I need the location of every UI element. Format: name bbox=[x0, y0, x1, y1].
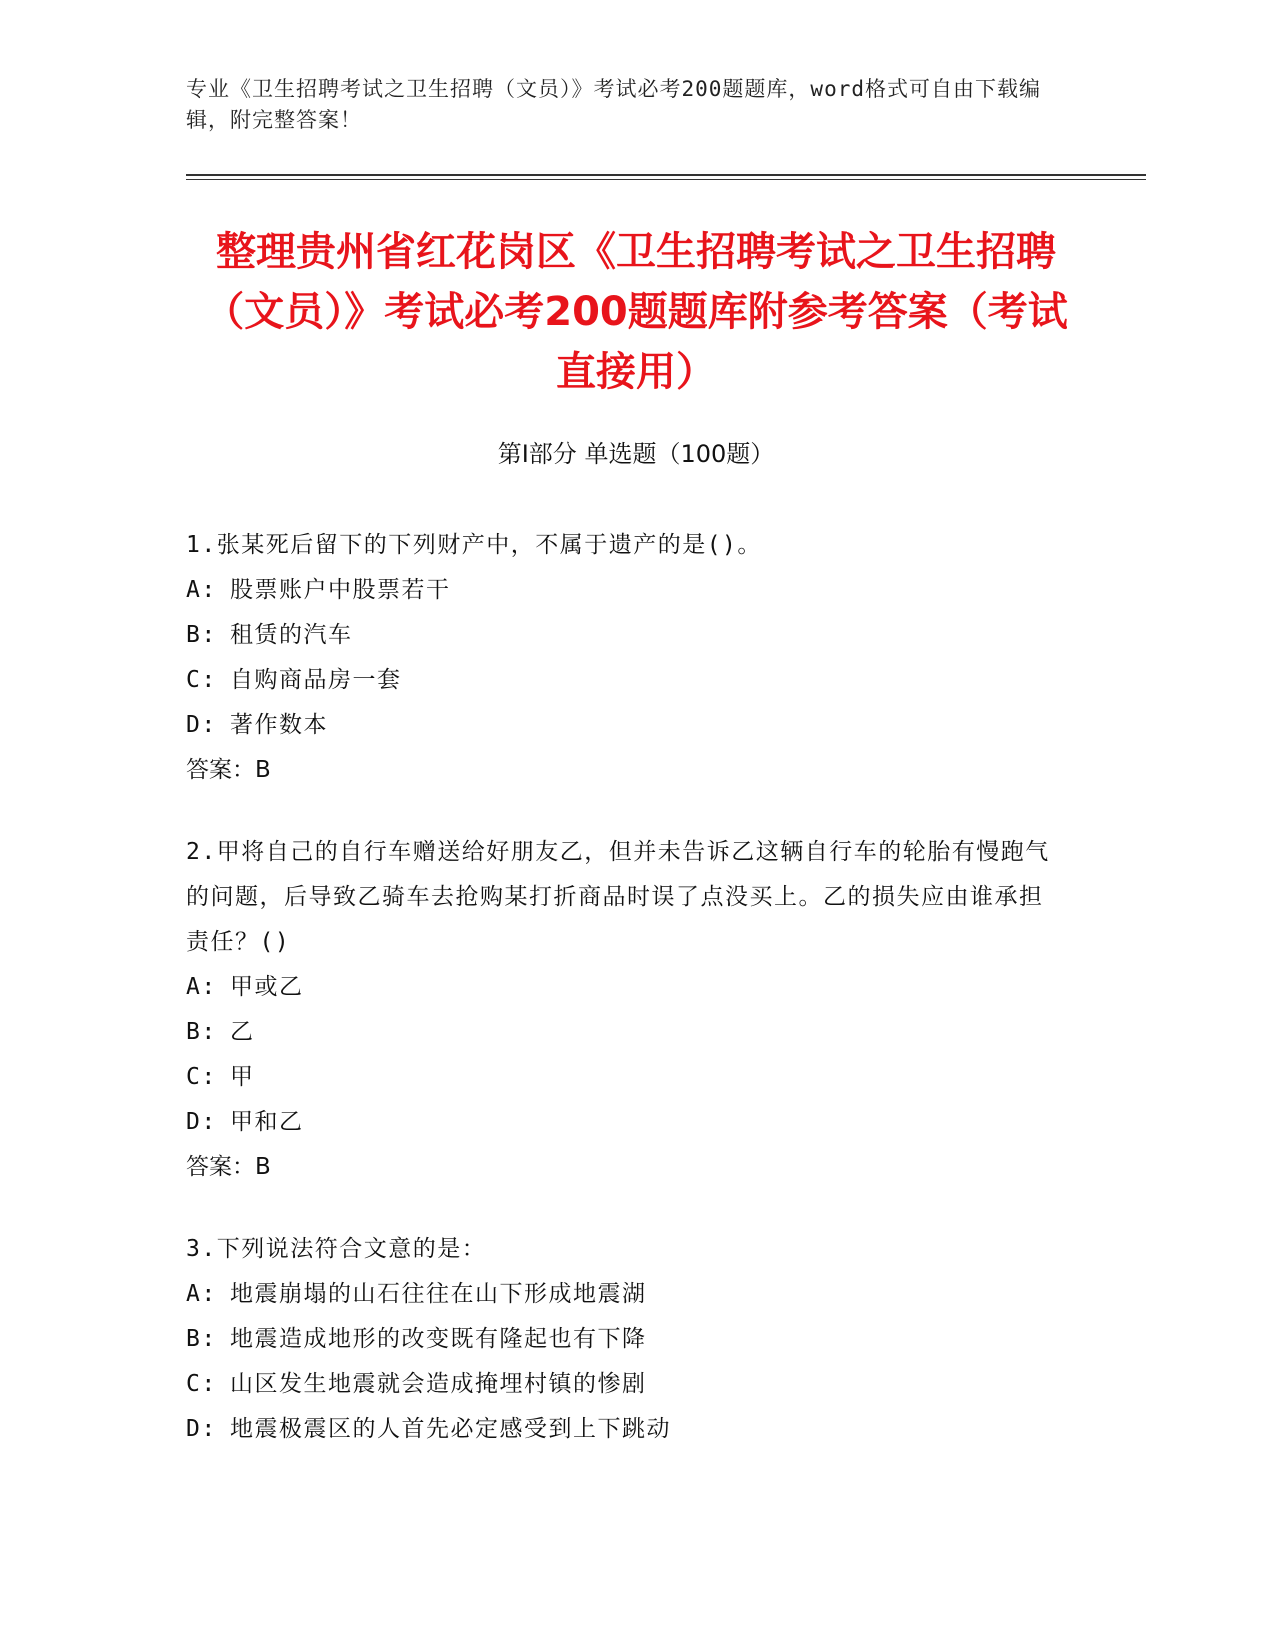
option-d bbox=[186, 1407, 1066, 1452]
option-text: 租赁的汽车 bbox=[230, 622, 353, 648]
option-a bbox=[186, 965, 1066, 1010]
option-b bbox=[186, 1317, 1066, 1362]
section-title: 第Ⅰ部分 单选题（100题） bbox=[497, 440, 775, 468]
option-letter: A: bbox=[186, 1281, 217, 1307]
question-1 bbox=[186, 523, 1066, 793]
option-text: 著作数本 bbox=[230, 712, 328, 738]
question-2 bbox=[186, 830, 1066, 1190]
question-text: 2.甲将自己的自行车赠送给好朋友乙，但并未告诉乙这辆自行车的轮胎有慢跑气的问题，后导致乙骑车去抢购某打折商品时误了点没买上。乙的损失应由谁承担责任？() bbox=[186, 839, 1050, 955]
option-letter: A: bbox=[186, 577, 217, 603]
header-divider-thin bbox=[186, 179, 1146, 180]
document-title: 整理贵州省红花岗区《卫生招聘考试之卫生招聘（文员）》考试必考200题题库附参考答案（考试直接用） bbox=[204, 229, 1068, 395]
question-text: 1.张某死后留下的下列财产中，不属于遗产的是()。 bbox=[186, 532, 762, 558]
question-text: 3.下列说法符合文意的是： bbox=[186, 1236, 487, 1262]
answer-line: 答案：B bbox=[186, 1154, 271, 1180]
option-letter: C: bbox=[186, 667, 217, 693]
option-text: 自购商品房一套 bbox=[230, 667, 402, 693]
option-d bbox=[186, 1100, 1066, 1145]
option-d bbox=[186, 703, 1066, 748]
option-text: 地震极震区的人首先必定感受到上下跳动 bbox=[230, 1416, 671, 1442]
option-text: 地震崩塌的山石往往在山下形成地震湖 bbox=[230, 1281, 647, 1307]
option-text: 甲或乙 bbox=[230, 974, 304, 1000]
option-c bbox=[186, 1055, 1066, 1100]
option-letter: B: bbox=[186, 622, 217, 648]
header-note: 专业《卫生招聘考试之卫生招聘（文员）》考试必考200题题库，word格式可自由下载编辑，附完整答案！ bbox=[186, 77, 1041, 132]
option-c bbox=[186, 658, 1066, 703]
option-a bbox=[186, 1272, 1066, 1317]
answer-line: 答案：B bbox=[186, 757, 271, 783]
option-c bbox=[186, 1362, 1066, 1407]
header-divider-thick bbox=[186, 174, 1146, 176]
option-letter: B: bbox=[186, 1019, 217, 1045]
option-b bbox=[186, 613, 1066, 658]
option-text: 甲和乙 bbox=[230, 1109, 304, 1135]
option-text: 地震造成地形的改变既有隆起也有下降 bbox=[230, 1326, 647, 1352]
option-b bbox=[186, 1010, 1066, 1055]
option-a bbox=[186, 568, 1066, 613]
option-letter: D: bbox=[186, 712, 217, 738]
question-3 bbox=[186, 1227, 1066, 1452]
option-letter: C: bbox=[186, 1064, 217, 1090]
option-letter: D: bbox=[186, 1416, 217, 1442]
option-text: 乙 bbox=[230, 1019, 255, 1045]
option-text: 甲 bbox=[230, 1064, 255, 1090]
option-letter: C: bbox=[186, 1371, 217, 1397]
option-text: 股票账户中股票若干 bbox=[230, 577, 451, 603]
option-text: 山区发生地震就会造成掩埋村镇的惨剧 bbox=[230, 1371, 647, 1397]
question-list bbox=[186, 523, 1066, 1489]
option-letter: A: bbox=[186, 974, 217, 1000]
option-letter: B: bbox=[186, 1326, 217, 1352]
option-letter: D: bbox=[186, 1109, 217, 1135]
